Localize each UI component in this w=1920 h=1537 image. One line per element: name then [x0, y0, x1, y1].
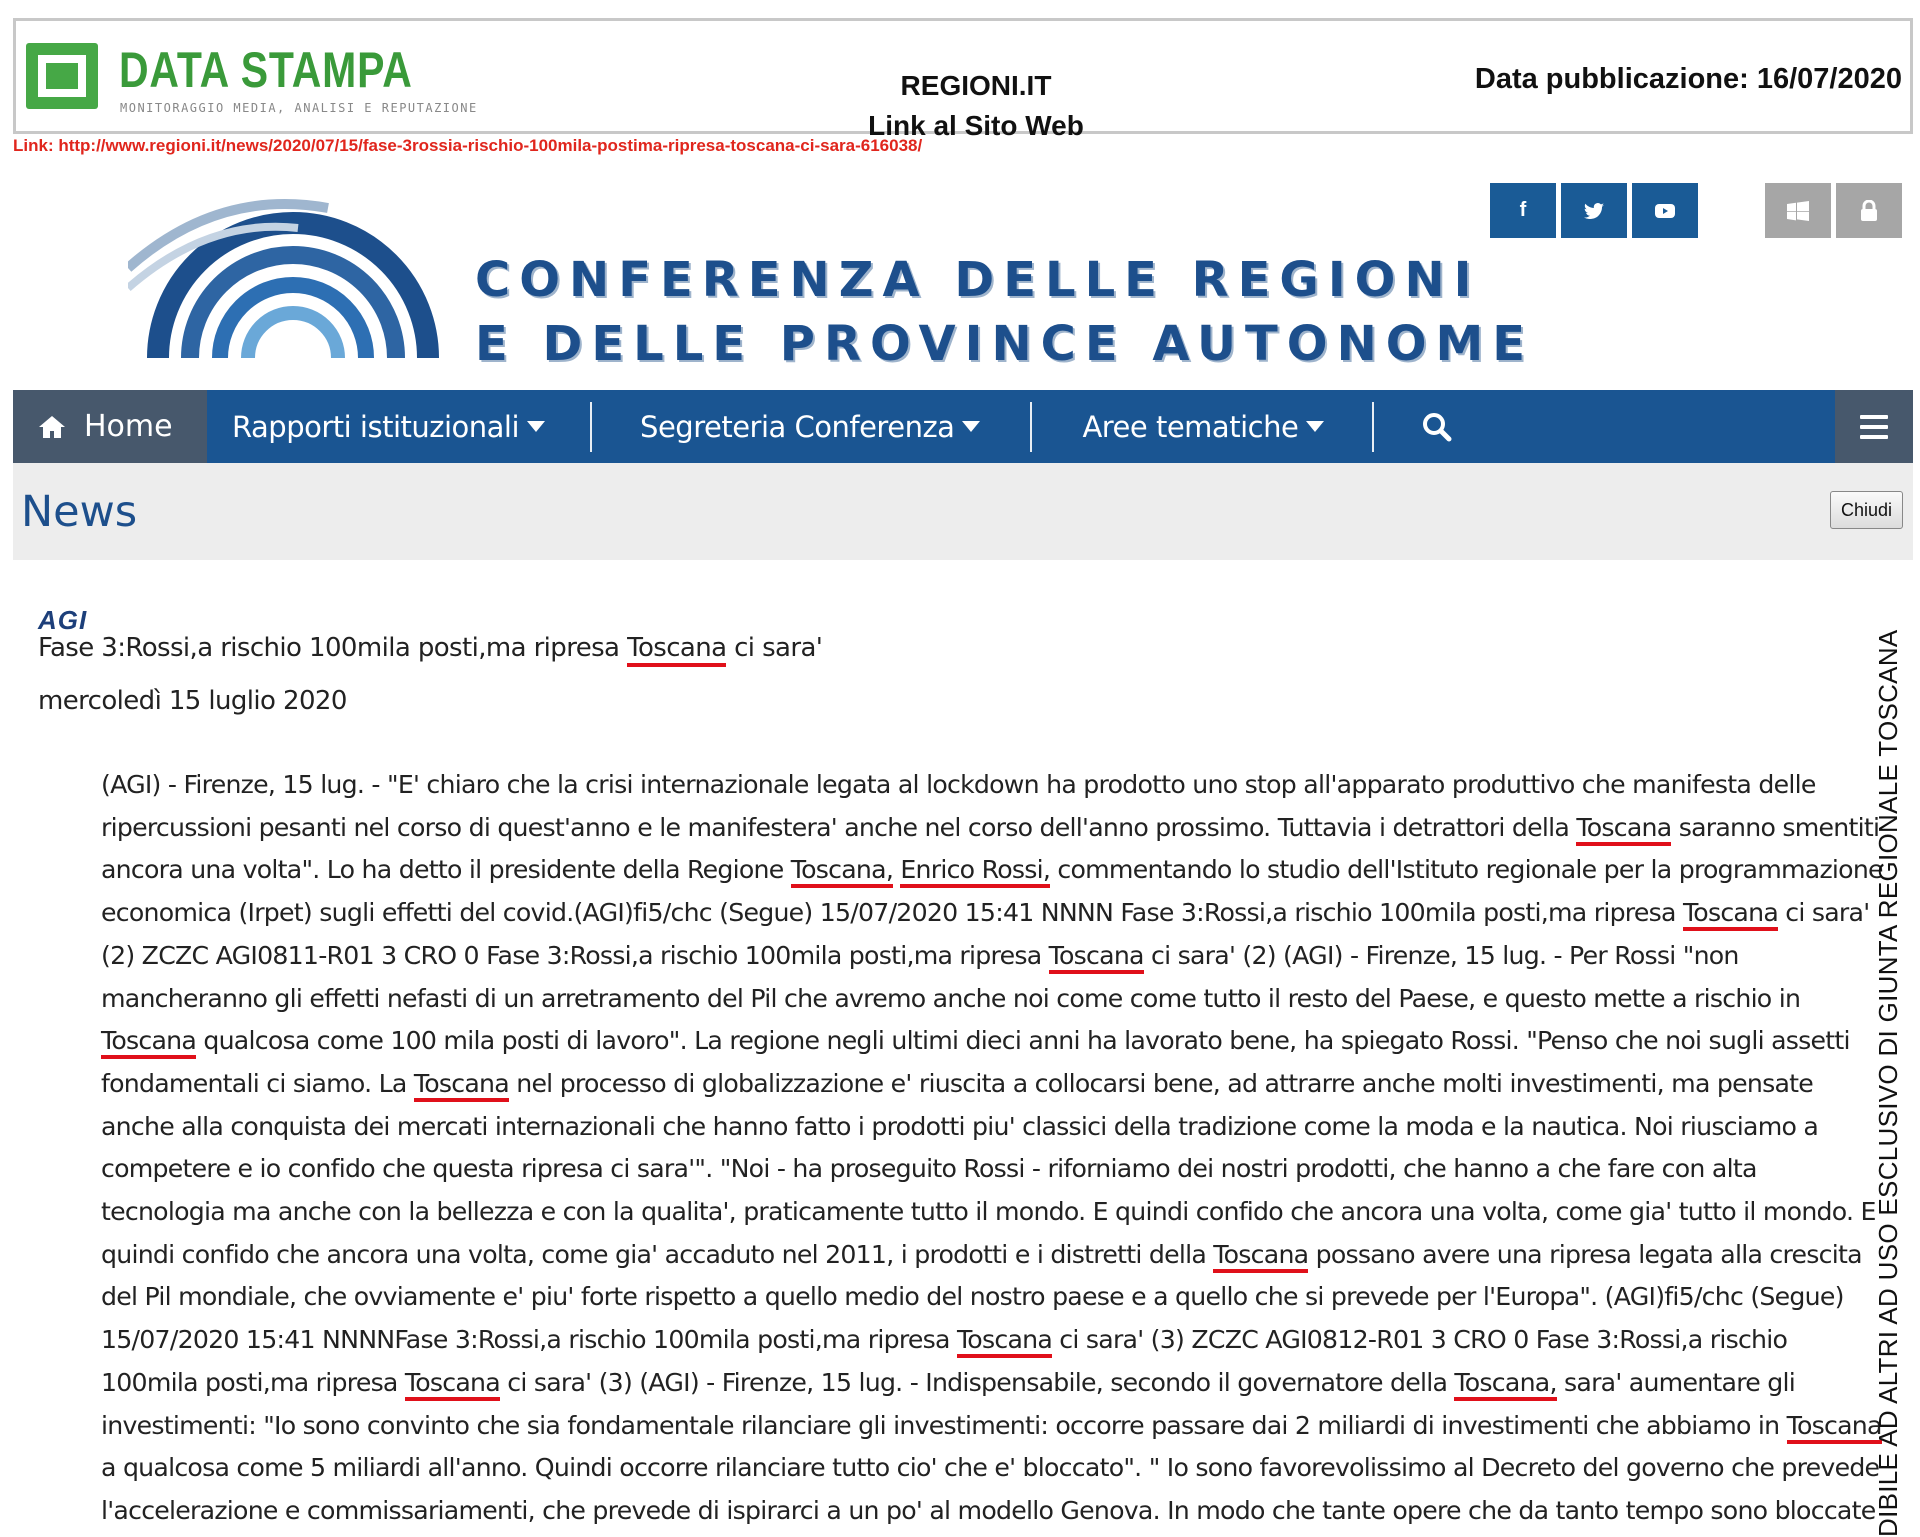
- highlighted-keyword: Enrico Rossi,: [900, 855, 1050, 888]
- site-title-line2: E DELLE PROVINCE AUTONOME: [475, 316, 1535, 372]
- nav-divider: [1030, 402, 1032, 452]
- article-text: nel processo di globalizzazione e' riuscita a collocarsi bene, ad attrarre anche molti investimenti, ma pensate anche alla conquista dei mercati internazionali che hanno fatto i prodotti piu' classici della tradizione come la moda e la nautica. Noi riusciamo a competere e io confido che questa ripresa ci sara'". "Noi - ha proseguito Rossi - riforniamo dei nostri prodotti, che hanno a che fare con alta tecnologia ma anche con la bellezza e con la qualita', praticamente tutto il mondo. E quindi confido che ancora una volta, come gia' tutto il mondo. E quindi confido che ancora una volta, come gia' accaduto nel 2011, i prodotti e i distretti della: [101, 1068, 1876, 1269]
- source-url-link[interactable]: Link: http://www.regioni.it/news/2020/07/15/fase-3rossia-rischio-100mila-postima-ripresa-toscana-ci-sara-616038/: [13, 136, 923, 155]
- nav-aree-tematiche[interactable]: [1032, 390, 1372, 463]
- article-text: qualcosa come 100 mila posti di lavoro". La regione negli ultimi dieci anni ha lavorato bene, ha spiegato Rossi. "Penso che noi sugli assetti fondamentali ci siamo. La: [101, 1026, 1850, 1098]
- search-button[interactable]: [1374, 390, 1452, 463]
- caret-down-icon: [962, 421, 980, 432]
- nav-divider: [1372, 402, 1374, 452]
- highlighted-keyword: Toscana,: [1454, 1368, 1556, 1401]
- highlighted-keyword: Toscana: [627, 633, 726, 667]
- nav-item-label: Rapporti istituzionali: [232, 409, 520, 444]
- highlighted-keyword: Toscana: [414, 1069, 509, 1102]
- highlighted-keyword: Toscana: [1213, 1240, 1308, 1273]
- highlighted-keyword: Toscana: [1049, 941, 1144, 974]
- article-text: saranno smentiti ancora una volta". Lo ha detto il presidente della Regione: [101, 812, 1880, 885]
- source-name: REGIONI.IT: [900, 70, 1052, 101]
- page-title: News: [21, 487, 138, 537]
- twitter-icon[interactable]: [1561, 183, 1627, 238]
- conferenza-logo-icon: [128, 198, 458, 363]
- article-text: possano avere una ripresa legata alla crescita del Pil mondiale, che ovviamente e' piu' forte rispetto a quello medio del nostro paese e a quello che si prevede per l'Europa". (AGI)fi5/chc (Segue) 15/07/2020 15:41 NNNNFase 3:Rossi,a rischio 100mila posti,ma ripresa: [101, 1239, 1862, 1355]
- menu-hamburger-icon[interactable]: [1835, 390, 1913, 463]
- highlighted-keyword: Toscana: [1787, 1411, 1882, 1444]
- article-text: (AGI) - Firenze, 15 lug. - "E' chiaro che la crisi internazionale legata al lockdown ha prodotto uno stop all'apparato produttivo che manifesta delle ripercussioni pesanti nel corso di quest'anno e le manifestera' anche nel corso dell'anno prossimo. Tuttavia i detrattori della: [101, 770, 1816, 842]
- site-title: [475, 248, 1534, 376]
- article-text: sara' aumentare gli investimenti: "Io sono convinto che sia fondamentale rilanciare gli investimenti: occorre passare dai 2 miliardi di investimenti che abbiamo in: [101, 1367, 1796, 1440]
- home-icon: [38, 415, 66, 439]
- article-date: mercoledì 15 luglio 2020: [38, 686, 347, 716]
- nav-home-label: Home: [84, 409, 173, 444]
- nav-item-label: Segreteria Conferenza: [640, 409, 955, 444]
- utility-buttons: [1765, 183, 1902, 238]
- clipping-header: [13, 18, 1913, 141]
- search-icon: [1422, 412, 1452, 442]
- highlighted-keyword: Toscana: [101, 1026, 196, 1059]
- close-button[interactable]: Chiudi: [1830, 491, 1903, 529]
- highlighted-keyword: Toscana: [405, 1368, 500, 1401]
- site-title-line1: CONFERENZA DELLE REGIONI: [475, 252, 1481, 308]
- article-title-text: Fase 3:Rossi,a rischio 100mila posti,ma ripresa: [38, 633, 620, 663]
- nav-divider: [590, 402, 592, 452]
- data-stampa-brand: DATA STAMPA: [119, 42, 413, 98]
- article-text: a qualcosa come 5 miliardi all'anno. Quindi occorre rilanciare tutto cio' che e' bloccato". " Io sono favorevolissimo al Decreto del governo che prevede l'accelerazione e commissariamenti, che prevede di ispirarci a un po' al modello Genova. In modo che tante opere che da tanto tempo sono bloccate: [101, 1453, 1880, 1525]
- article-text: ci sara' (2) (AGI) - Firenze, 15 lug. - Per Rossi "non mancheranno gli effetti nefasti di un arretramento del Pil che avremo anche noi come come tutto il resto del Paese, e questo mette a rischio in: [101, 940, 1801, 1013]
- source-site-link[interactable]: Link al Sito Web: [868, 110, 1084, 141]
- article-title-text: ci sara': [726, 633, 823, 663]
- article-text: commentando lo studio dell'Istituto regionale per la programmazione economica (Irpet) sugli effetti del covid.(AGI)fi5/chc (Segue) 15/07/2020 15:41 NNNN Fase 3:Rossi,a rischio 100mila posti,ma ripresa: [101, 855, 1883, 928]
- agi-logo: AGI: [38, 605, 88, 635]
- windows-icon[interactable]: [1765, 183, 1831, 238]
- publication-date: Data pubblicazione: 16/07/2020: [1474, 63, 1902, 95]
- nav-home[interactable]: [13, 390, 207, 463]
- lock-icon[interactable]: [1836, 183, 1902, 238]
- news-header: [13, 463, 1913, 560]
- usage-notice: DIBILE AD ALTRI AD USO ESCLUSIVO DI GIUNTA REGIONALE TOSCANA: [1873, 629, 1903, 1537]
- main-nav: [13, 390, 1913, 463]
- facebook-icon[interactable]: f: [1490, 183, 1556, 238]
- article-title: [38, 633, 822, 663]
- article-text: ci sara' (3) (AGI) - Firenze, 15 lug. - Indispensabile, secondo il governatore della: [499, 1367, 1448, 1397]
- caret-down-icon: [527, 421, 545, 432]
- data-stampa-logo-icon: [24, 41, 104, 111]
- highlighted-keyword: Toscana,: [791, 855, 893, 888]
- source-block: [776, 66, 1176, 146]
- highlighted-keyword: Toscana: [957, 1325, 1052, 1358]
- article-text: ci sara' (3) ZCZC AGI0812-R01 3 CRO 0 Fase 3:Rossi,a rischio 100mila posti,ma ripresa: [101, 1325, 1788, 1397]
- caret-down-icon: [1306, 421, 1324, 432]
- article-body: [101, 764, 1886, 1533]
- nav-rapporti-istituzionali[interactable]: [207, 390, 590, 463]
- data-stampa-tagline: MONITORAGGIO MEDIA, ANALISI E REPUTAZIONE: [120, 101, 478, 115]
- article-text: ci sara' (2) ZCZC AGI0811-R01 3 CRO 0 Fase 3:Rossi,a rischio 100mila posti,ma ripresa: [101, 898, 1870, 970]
- highlighted-keyword: Toscana: [1683, 898, 1778, 931]
- highlighted-keyword: Toscana: [1576, 813, 1671, 846]
- nav-item-label: Aree tematiche: [1082, 409, 1299, 444]
- social-buttons: [1490, 183, 1698, 238]
- youtube-icon[interactable]: [1632, 183, 1698, 238]
- nav-segreteria-conferenza[interactable]: [592, 390, 1030, 463]
